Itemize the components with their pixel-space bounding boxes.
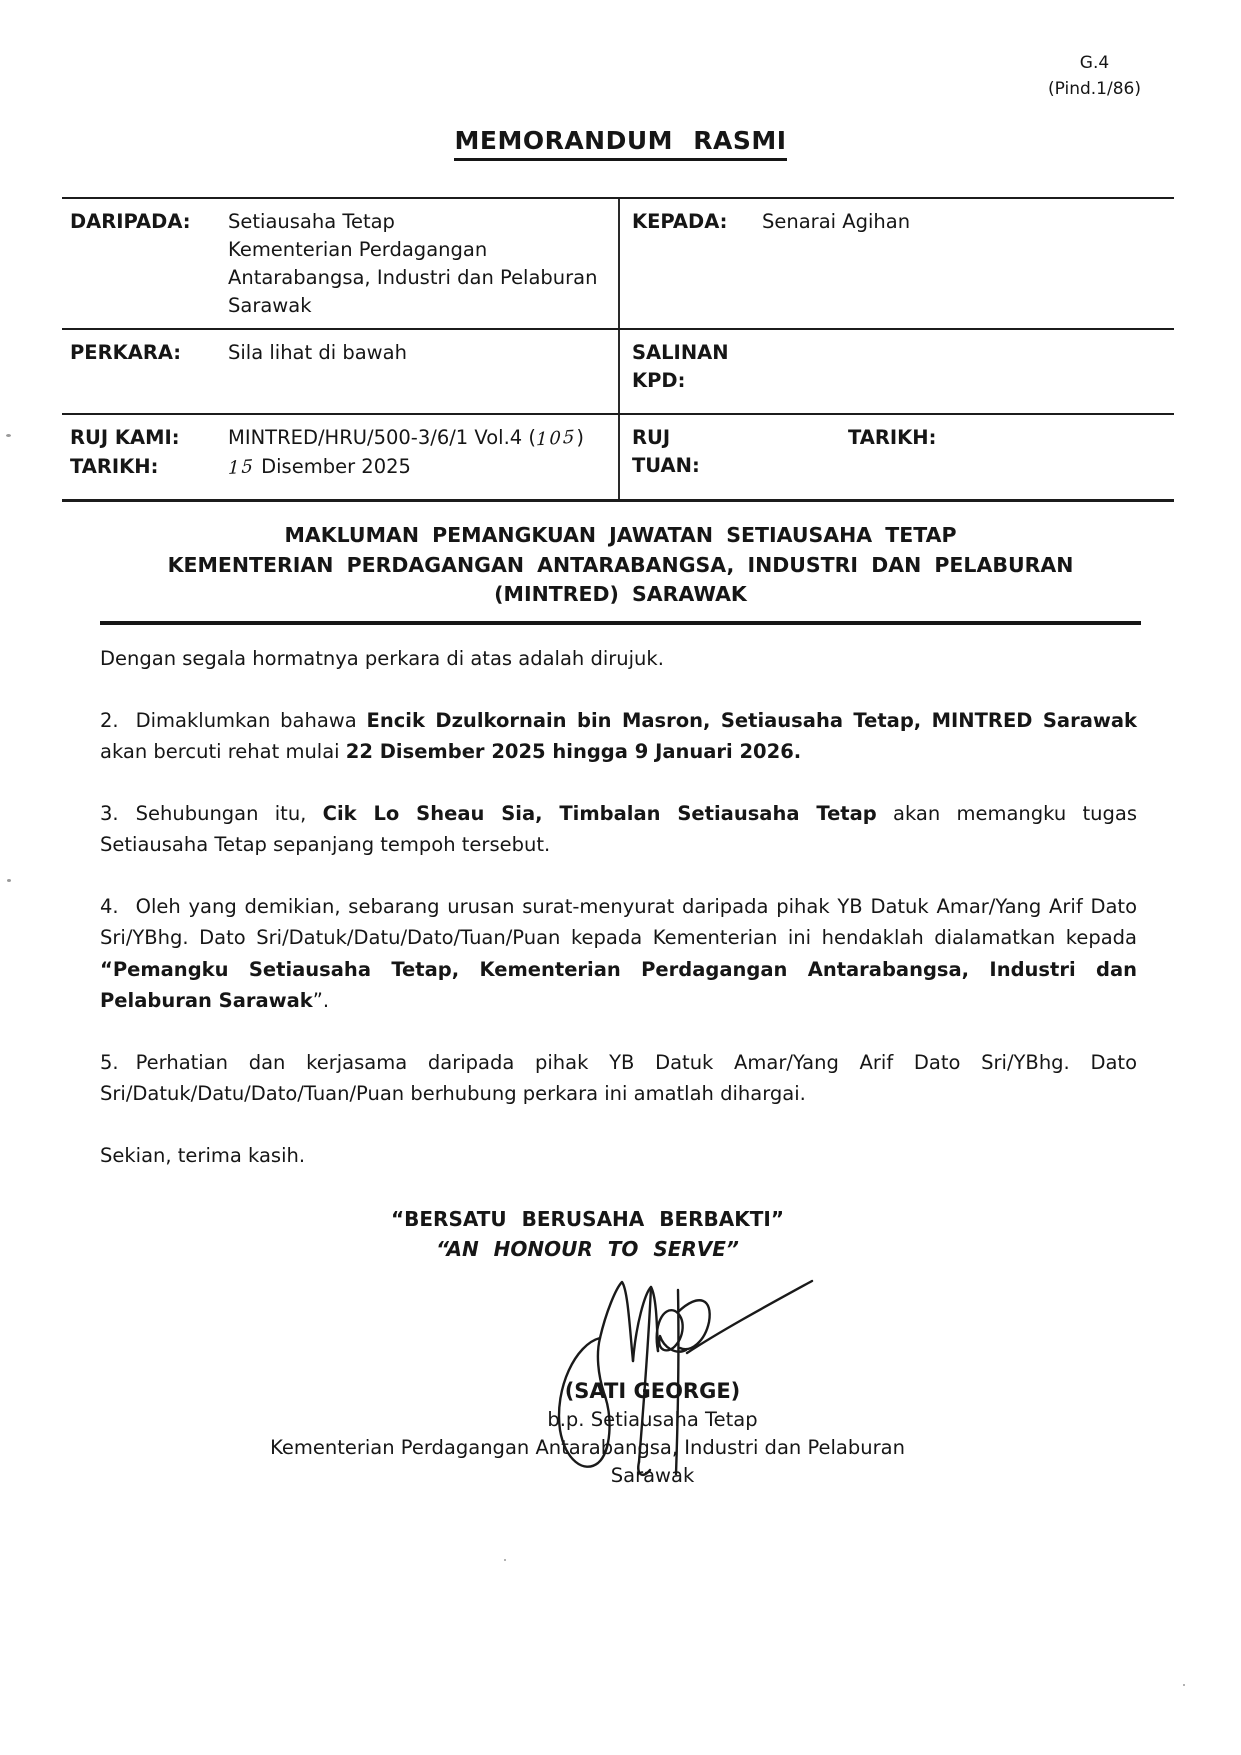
- paragraph-5-text: Perhatian dan kerjasama daripada pihak YB Datuk Amar/Yang Arif Dato Sri/YBhg. Dato Sri/Datuk/Datu/Dato/Tuan/Puan berhubung perkara ini amatlah dihargai.: [100, 1050, 1137, 1105]
- cell-perkara: [62, 330, 620, 413]
- handwritten-day: 15: [227, 456, 256, 479]
- daripada-value: [228, 208, 598, 320]
- perkara-label: PERKARA:: [70, 341, 182, 364]
- cell-daripada: [62, 199, 620, 328]
- daripada-label: DARIPADA:: [70, 210, 191, 233]
- paragraph-4-bold-address: “Pemangku Setiausaha Tetap, Kementerian Perdagangan Antarabangsa, Industri dan Pelaburan Sarawak: [100, 957, 1137, 1012]
- paragraph-3-number: 3.: [100, 801, 119, 825]
- closing-line: Sekian, terima kasih.: [100, 1143, 306, 1167]
- signatory-name: (SATI GEORGE): [564, 1379, 741, 1403]
- ruj-tuan-label-2: TUAN:: [632, 454, 700, 477]
- subject-line-1: MAKLUMAN PEMANGKUAN JAWATAN SETIAUSAHA TETAP: [284, 523, 957, 547]
- ruj-kami-value: [228, 424, 584, 453]
- paragraph-2-text: Dimaklumkan bahawa: [135, 708, 367, 732]
- paragraph-4-text: ”.: [312, 989, 330, 1012]
- paragraph-2: [100, 705, 1137, 768]
- tarikh-label: TARIKH:: [70, 455, 159, 478]
- paragraph-2-bold-name: Encik Dzulkornain bin Masron, Setiausaha Tetap, MINTRED Sarawak: [366, 708, 1138, 732]
- cell-salinan-kpd: [620, 330, 1174, 413]
- memo-body: [100, 643, 1137, 1201]
- scan-speck: [6, 434, 11, 437]
- paragraph-3: [100, 798, 1137, 861]
- table-row-daripada-kepada: [62, 199, 1174, 330]
- paragraph-4: [100, 891, 1137, 1017]
- daripada-line: Antarabangsa, Industri dan Pelaburan: [228, 266, 598, 289]
- scan-speck: [7, 879, 11, 882]
- cell-ruj-tuan: [620, 415, 1174, 499]
- cell-ruj-kami-tarikh: [62, 415, 620, 499]
- daripada-line: Setiausaha Tetap: [228, 210, 395, 233]
- daripada-line: Kementerian Perdagangan: [228, 238, 488, 261]
- page-title: MEMORANDUM RASMI: [454, 126, 786, 161]
- form-code-block: [1048, 50, 1141, 102]
- signatory-org-state: Sarawak: [610, 1464, 695, 1487]
- paragraph-2-text: akan bercuti rehat mulai: [100, 740, 346, 763]
- motto-english: “AN HONOUR TO SERVE”: [436, 1237, 739, 1261]
- ruj-kami-reference: MINTRED/HRU/500-3/6/1 Vol.4 (: [228, 426, 536, 449]
- signatory-org-line: Kementerian Perdagangan Antarabangsa, Industri dan Pelaburan: [270, 1436, 905, 1459]
- scan-speck: [504, 1559, 506, 1561]
- tarikh-month-year: Disember 2025: [261, 455, 411, 478]
- table-row-ruj-tarikh: [62, 415, 1174, 499]
- tarikh-tuan-label: TARIKH:: [848, 426, 937, 449]
- kepada-value: Senarai Agihan: [762, 210, 911, 233]
- ruj-kami-reference-close: ): [576, 426, 584, 449]
- subject-line-2: KEMENTERIAN PERDAGANGAN ANTARABANGSA, INDUSTRI DAN PELABURAN: [167, 552, 1074, 577]
- table-row-perkara-salinan: [62, 330, 1174, 415]
- daripada-line: Sarawak: [228, 294, 312, 317]
- paragraph-4-text: Oleh yang demikian, sebarang urusan surat-menyurat daripada pihak YB Datuk Amar/Yang Arif Dato Sri/YBhg. Dato Sri/Datuk/Datu/Dato/Tuan/Puan kepada Kementerian ini hendaklah dialamatkan kepada: [100, 894, 1137, 949]
- ruj-kami-label: RUJ KAMI:: [70, 426, 180, 449]
- kepada-label: KEPADA:: [632, 210, 728, 233]
- motto-malay: “BERSATU BERUSAHA BERBAKTI”: [391, 1207, 784, 1231]
- signatory-for-label: b.p. Setiausaha Tetap: [547, 1408, 758, 1431]
- title-wrap: [0, 126, 1241, 161]
- paragraph-4-number: 4.: [100, 894, 119, 918]
- kpd-label: KPD:: [632, 369, 686, 392]
- paragraph-3-bold-name: Cik Lo Sheau Sia, Timbalan Setiausaha Tetap: [322, 801, 877, 825]
- signatory-block: [85, 1376, 1090, 1490]
- paragraph-2-bold-dates: 22 Disember 2025 hingga 9 Januari 2026.: [345, 740, 802, 763]
- motto-block: [85, 1204, 1090, 1264]
- memo-header-table: [62, 197, 1174, 502]
- paragraph-5: [100, 1047, 1137, 1110]
- subject-line-3: (MINTRED) SARAWAK: [494, 582, 747, 606]
- handwritten-volume-number: 105: [535, 426, 577, 451]
- cell-kepada: [620, 199, 1174, 328]
- paragraph-2-number: 2.: [100, 708, 119, 732]
- form-code: G.4: [1079, 53, 1110, 73]
- paragraph-5-number: 5.: [100, 1050, 119, 1074]
- paragraph-1: Dengan segala hormatnya perkara di atas adalah dirujuk.: [100, 647, 664, 670]
- tarikh-value: [228, 453, 411, 482]
- ruj-tuan-label: RUJ: [632, 426, 671, 449]
- paragraph-3-text: akan memangku tugas Setiausaha Tetap sepanjang tempoh tersebut.: [100, 801, 1137, 856]
- form-revision: (Pind.1/86): [1047, 79, 1141, 99]
- salinan-label: SALINAN: [632, 341, 729, 364]
- perkara-value: Sila lihat di bawah: [228, 341, 407, 364]
- paragraph-3-text: Sehubungan itu,: [135, 801, 323, 825]
- scan-speck: [1183, 1684, 1185, 1686]
- subject-heading: [100, 521, 1141, 625]
